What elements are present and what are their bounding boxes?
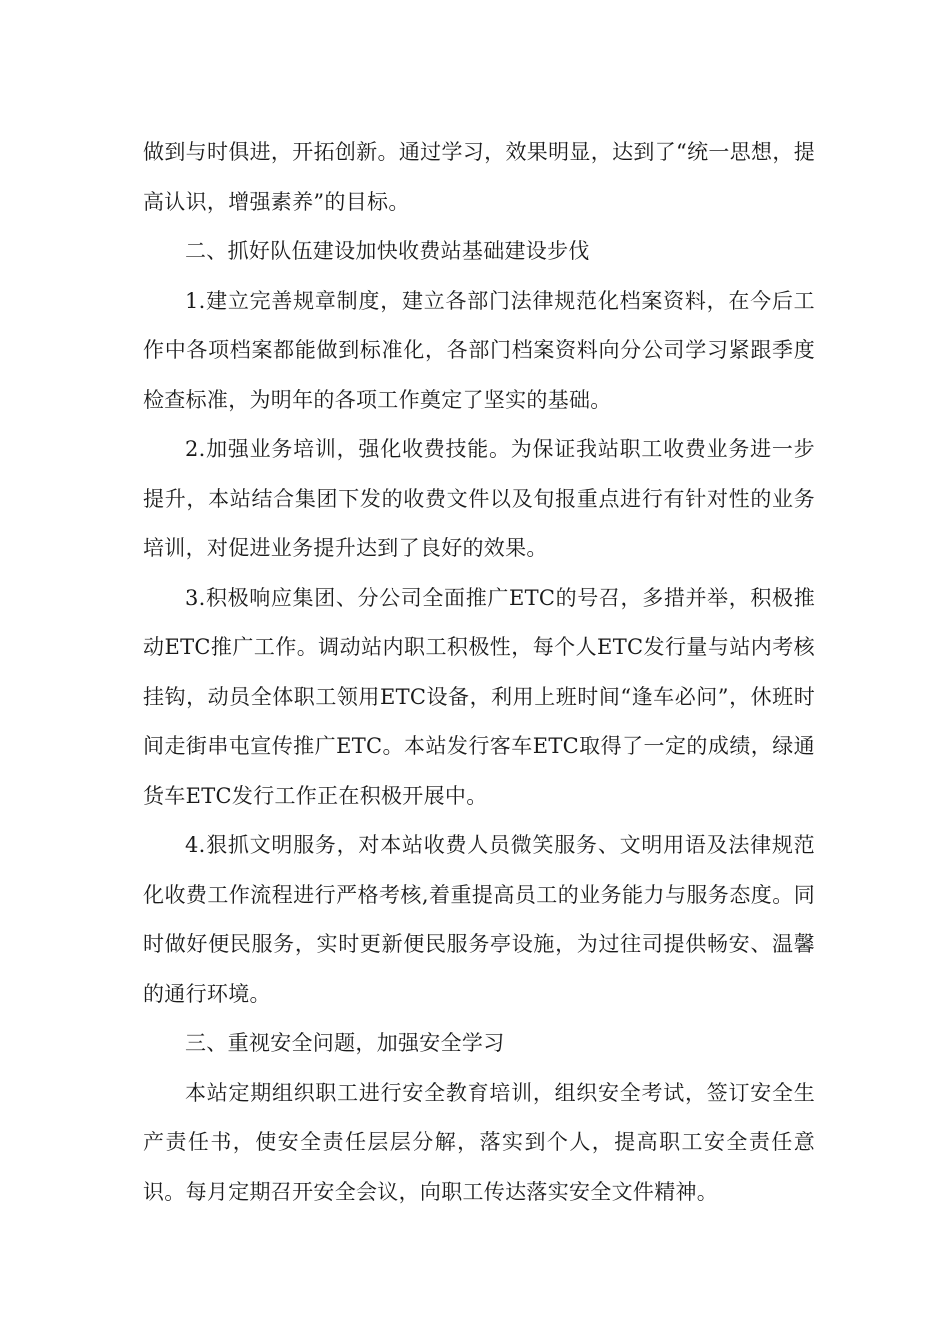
paragraph-item-2: 2.加强业务培训，强化收费技能。为保证我站职工收费业务进一步提升，本站结合集团下发的收费文件以及旬报重点进行有针对性的业务培训，对促进业务提升达到了良好的效果。: [143, 437, 815, 560]
paragraph-continuation: 做到与时俱进，开拓创新。通过学习，效果明显，达到了“统一思想，提高认识，增强素养”的目标。: [143, 140, 815, 214]
paragraph-safety: 本站定期组织职工进行安全教育培训，组织安全考试，签订安全生产责任书，使安全责任层层分解，落实到个人，提高职工安全责任意识。每月定期召开安全会议，向职工传达落实安全文件精神。: [143, 1080, 815, 1204]
paragraph-item-3: 3.积极响应集团、分公司全面推广ETC的号召，多措并举，积极推动ETC推广工作。调动站内职工积极性，每个人ETC发行量与站内考核挂钩，动员全体职工领用ETC设备，利用上班时间“逢车必问”，休班时间走街串屯宣传推广ETC。本站发行客车ETC取得了一定的成绩，绿通货车ETC发行工作正在积极开展中。: [143, 585, 815, 808]
paragraph-item-1: 1.建立完善规章制度，建立各部门法律规范化档案资料，在今后工作中各项档案都能做到标准化，各部门档案资料向分公司学习紧跟季度检查标准，为明年的各项工作奠定了坚实的基础。: [143, 288, 815, 412]
section-heading-2: 二、抓好队伍建设加快收费站基础建设步伐: [185, 239, 590, 263]
document-body: [143, 128, 815, 1217]
section-heading-3: 三、重视安全问题，加强安全学习: [185, 1031, 505, 1055]
paragraph-item-4: 4.狠抓文明服务，对本站收费人员微笑服务、文明用语及法律规范化收费工作流程进行严格考核,着重提高员工的业务能力与服务态度。同时做好便民服务，实时更新便民服务亭设施，为过往司提供畅安、温馨的通行环境。: [143, 833, 815, 1006]
